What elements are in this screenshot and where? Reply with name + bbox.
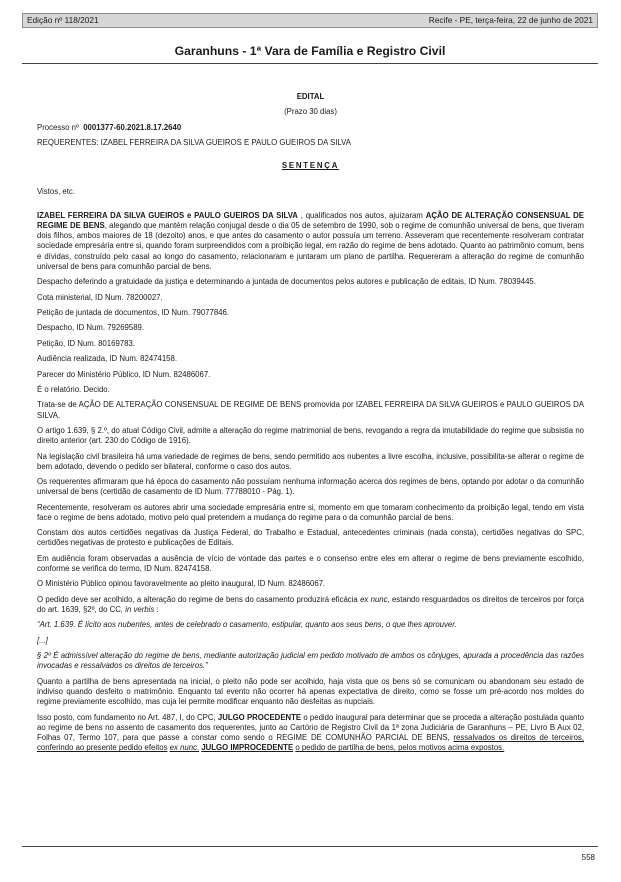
paragraph-relatorio xyxy=(37,211,584,272)
edition-header-bar xyxy=(22,13,598,28)
paragraph: É o relatório. Decido. xyxy=(37,384,110,394)
sentenca-heading: SENTENÇA xyxy=(281,161,340,171)
quote-line: § 2º É admissível alteração do regime de bens, mediante autorização judicial em pedido motivado de ambos os cônjuges, apurada a procedência das razões invocadas e ressalvados os direitos de terceiros.” xyxy=(37,651,584,671)
paragraph: Na legislação civil brasileira há uma variedade de regimes de bens, sendo permitido aos nubentes a livre escolha, inclusive, possibilita-se alterar o regime de bem adotado, devendo o pedido ser bilateral, conforme o caso dos autos. xyxy=(37,451,584,471)
paragraph: Audiência realizada, ID Num. 82474158. xyxy=(37,354,177,364)
paragraph: Em audiência foram observadas a ausência de vício de vontade das partes e o consenso entre eles em alterar o regime de bens previamente escolhido, conforme se verifica do termo, ID Num. 82474158. xyxy=(37,553,584,574)
court-title: Garanhuns - 1ª Vara de Família e Registro Civil xyxy=(174,44,446,58)
paragraph-text: , estando resguardados os direitos de terceiros por força do art. 1639, §2º, do CC xyxy=(37,594,584,615)
location-date: Recife - PE, terça-feira, 22 de junho de 2021 xyxy=(428,15,593,25)
paragraph: Despacho deferindo a gratuidade da justiça e determinando a juntada de documentos pelos autores e publicação de editais, ID Num. 78039445. xyxy=(37,277,536,287)
paragraph-text: o pedido inaugural para determinar que se proceda a alteração postulada quanto ao regime de bens no assento de casamento dos requerentes, junto ao Cartório de Registro Civil da 1ª zona Judiciária de Garanhuns – PE, Livro B Aux 02, Folhas 07, Termo 107, para que passe a constar como sendo o REGIME DE COMUNHÃO PARCIAL DE BENS, xyxy=(37,712,584,743)
latin-term: , in verbis xyxy=(120,605,155,615)
paragraph-text: : xyxy=(156,605,159,615)
paragraph: Constam dos autos certidões negativas da Justiça Federal, do Trabalho e Estadual, antecedentes criminais (nada consta), certidões negativas do SPC, certidões negativas de protesto e publicações de Editais. xyxy=(37,528,584,548)
action-name: AÇÃO DE ALTERAÇÃO CONSENSUAL DE REGIME DE BENS xyxy=(37,210,584,230)
quote-ellipsis: [...] xyxy=(37,635,48,645)
document-body xyxy=(37,92,584,759)
vistos-text: Vistos, etc. xyxy=(37,186,75,196)
judgment-improcedente: JULGO IMPROCEDENTE xyxy=(201,743,294,753)
sentenca-heading-wrap xyxy=(37,161,584,171)
paragraph: Petição, ID Num. 80169783. xyxy=(37,338,135,348)
paragraph: Quanto a partilha de bens apresentada na inicial, o pleito não pode ser acolhido, haja vista que os bens só se comunicam ou abandonam seu estado de indiviso quando desfeito o matrimônio. Enquanto tal evento não ocorrer há apenas expectativa de direito, como se fosse um pré-acordo nos moldes do regime previamente escolhido, mas cuja lei permite modificar enquanto não desfeitas as nupciais. xyxy=(37,676,584,707)
footer-divider xyxy=(22,846,598,847)
latin-term: ex nunc xyxy=(169,743,197,753)
paragraph: O artigo 1.639, § 2.º, do atual Código Civil, admite a alteração do regime matrimonial de bens, revogando a regra da imutabilidade do regime que subsistia no direito anterior (art. 230 do Código de 1916). xyxy=(37,425,584,446)
edital-heading: EDITAL xyxy=(296,92,325,101)
requerentes-line: REQUERENTES: IZABEL FERREIRA DA SILVA GUEIROS E PAULO GUEIROS DA SILVA xyxy=(37,138,351,148)
paragraph-text: , qualificados nos autos, ajuizaram xyxy=(300,210,423,220)
paragraph: Petição de juntada de documentos, ID Num. 79077846. xyxy=(37,307,230,317)
paragraph-text: . xyxy=(196,743,200,753)
page-number: 558 xyxy=(581,853,595,862)
paragraph: Os requerentes afirmaram que há época do casamento não possuíam nenhuma informação acerca dos regimes de bens, optando por adotar o da comunhão universal de bens (certidão de casamento de ID Num. 77788010 - Pág. 1). xyxy=(37,477,584,497)
edition-number: Edição nº 118/2021 xyxy=(27,15,99,25)
party-names: IZABEL FERREIRA DA SILVA GUEIROS e PAULO GUEIROS DA SILVA xyxy=(37,210,298,220)
prazo-text: (Prazo 30 dias) xyxy=(284,107,337,117)
paragraph: Despacho, ID Num. 79269589. xyxy=(37,323,145,333)
paragraph: Recentemente, resolveram os autores abrir uma sociedade empresária entre si, momento em que tomaram conhecimento da proibição legal, tendo em vista face o regime de bens adotado, motivo pelo qual pretendem a mudança do regime para o da comunhão parcial de bens. xyxy=(37,502,584,522)
latin-term: ex nunc xyxy=(360,594,388,604)
paragraph-eficacia xyxy=(37,595,584,615)
paragraph: Parecer do Ministério Público, ID Num. 82486067. xyxy=(37,369,211,379)
processo-label: Processo nº xyxy=(37,122,79,132)
paragraph: Trata-se de AÇÃO DE ALTERAÇÃO CONSENSUAL DE REGIME DE BENS promovida por IZABEL FERREIRA DA SILVA GUEIROS e PAULO GUEIROS DA SILVA. xyxy=(37,400,584,420)
processo-number: 0001377-60.2021.8.17.2640 xyxy=(83,122,182,132)
quote-line: “Art. 1.639. É lícito aos nubentes, antes de celebrado o casamento, estipular, quanto aos seus bens, o que lhes aprouver. xyxy=(37,620,457,630)
judgment-procedente: JULGO PROCEDENTE xyxy=(217,712,302,722)
paragraph: O Ministério Público opinou favoravelmente ao pleito inaugural, ID Num. 82486067. xyxy=(37,579,326,589)
paragraph-text: O pedido deve ser acolhido, a alteração do regime de bens do casamento produzirá eficácia xyxy=(37,594,358,604)
paragraph-dispositivo xyxy=(37,713,584,754)
paragraph-text: ressalvados os direitos de terceiros, conferindo ao presente pedido efeitos xyxy=(37,733,584,753)
processo-line xyxy=(37,123,584,133)
paragraph-text: , alegando que mantém relação conjugal desde o dia 05 de setembro de 1990, sob o regime de comunhão universal de bens, que tiveram dois filhos, ambos maiores de 18 (dezoito) anos, e que antes do casamento o autor possuía um terreno. Asseveram que recentemente resolveram contratar sociedade empresária entre si, quando foram surpreendidos com a proibição legal, em razão do regime de bens adotado. Quanto ao patrimônio comum, bens e dívidas, construído pelo casal ao longo do casamento, relacionaram e juntaram um plano de partilha. Requereram a alteração do regime de comunhão universal de bens para comunhão parcial de bens. xyxy=(37,220,584,271)
paragraph-text: o pedido de partilha de bens, pelos motivos acima expostos. xyxy=(295,743,505,753)
paragraph: Cota ministerial, ID Num. 78200027. xyxy=(37,292,163,302)
title-divider xyxy=(22,63,598,64)
paragraph-text: Isso posto, com fundamento no Art. 487, I, do CPC, xyxy=(37,712,216,722)
